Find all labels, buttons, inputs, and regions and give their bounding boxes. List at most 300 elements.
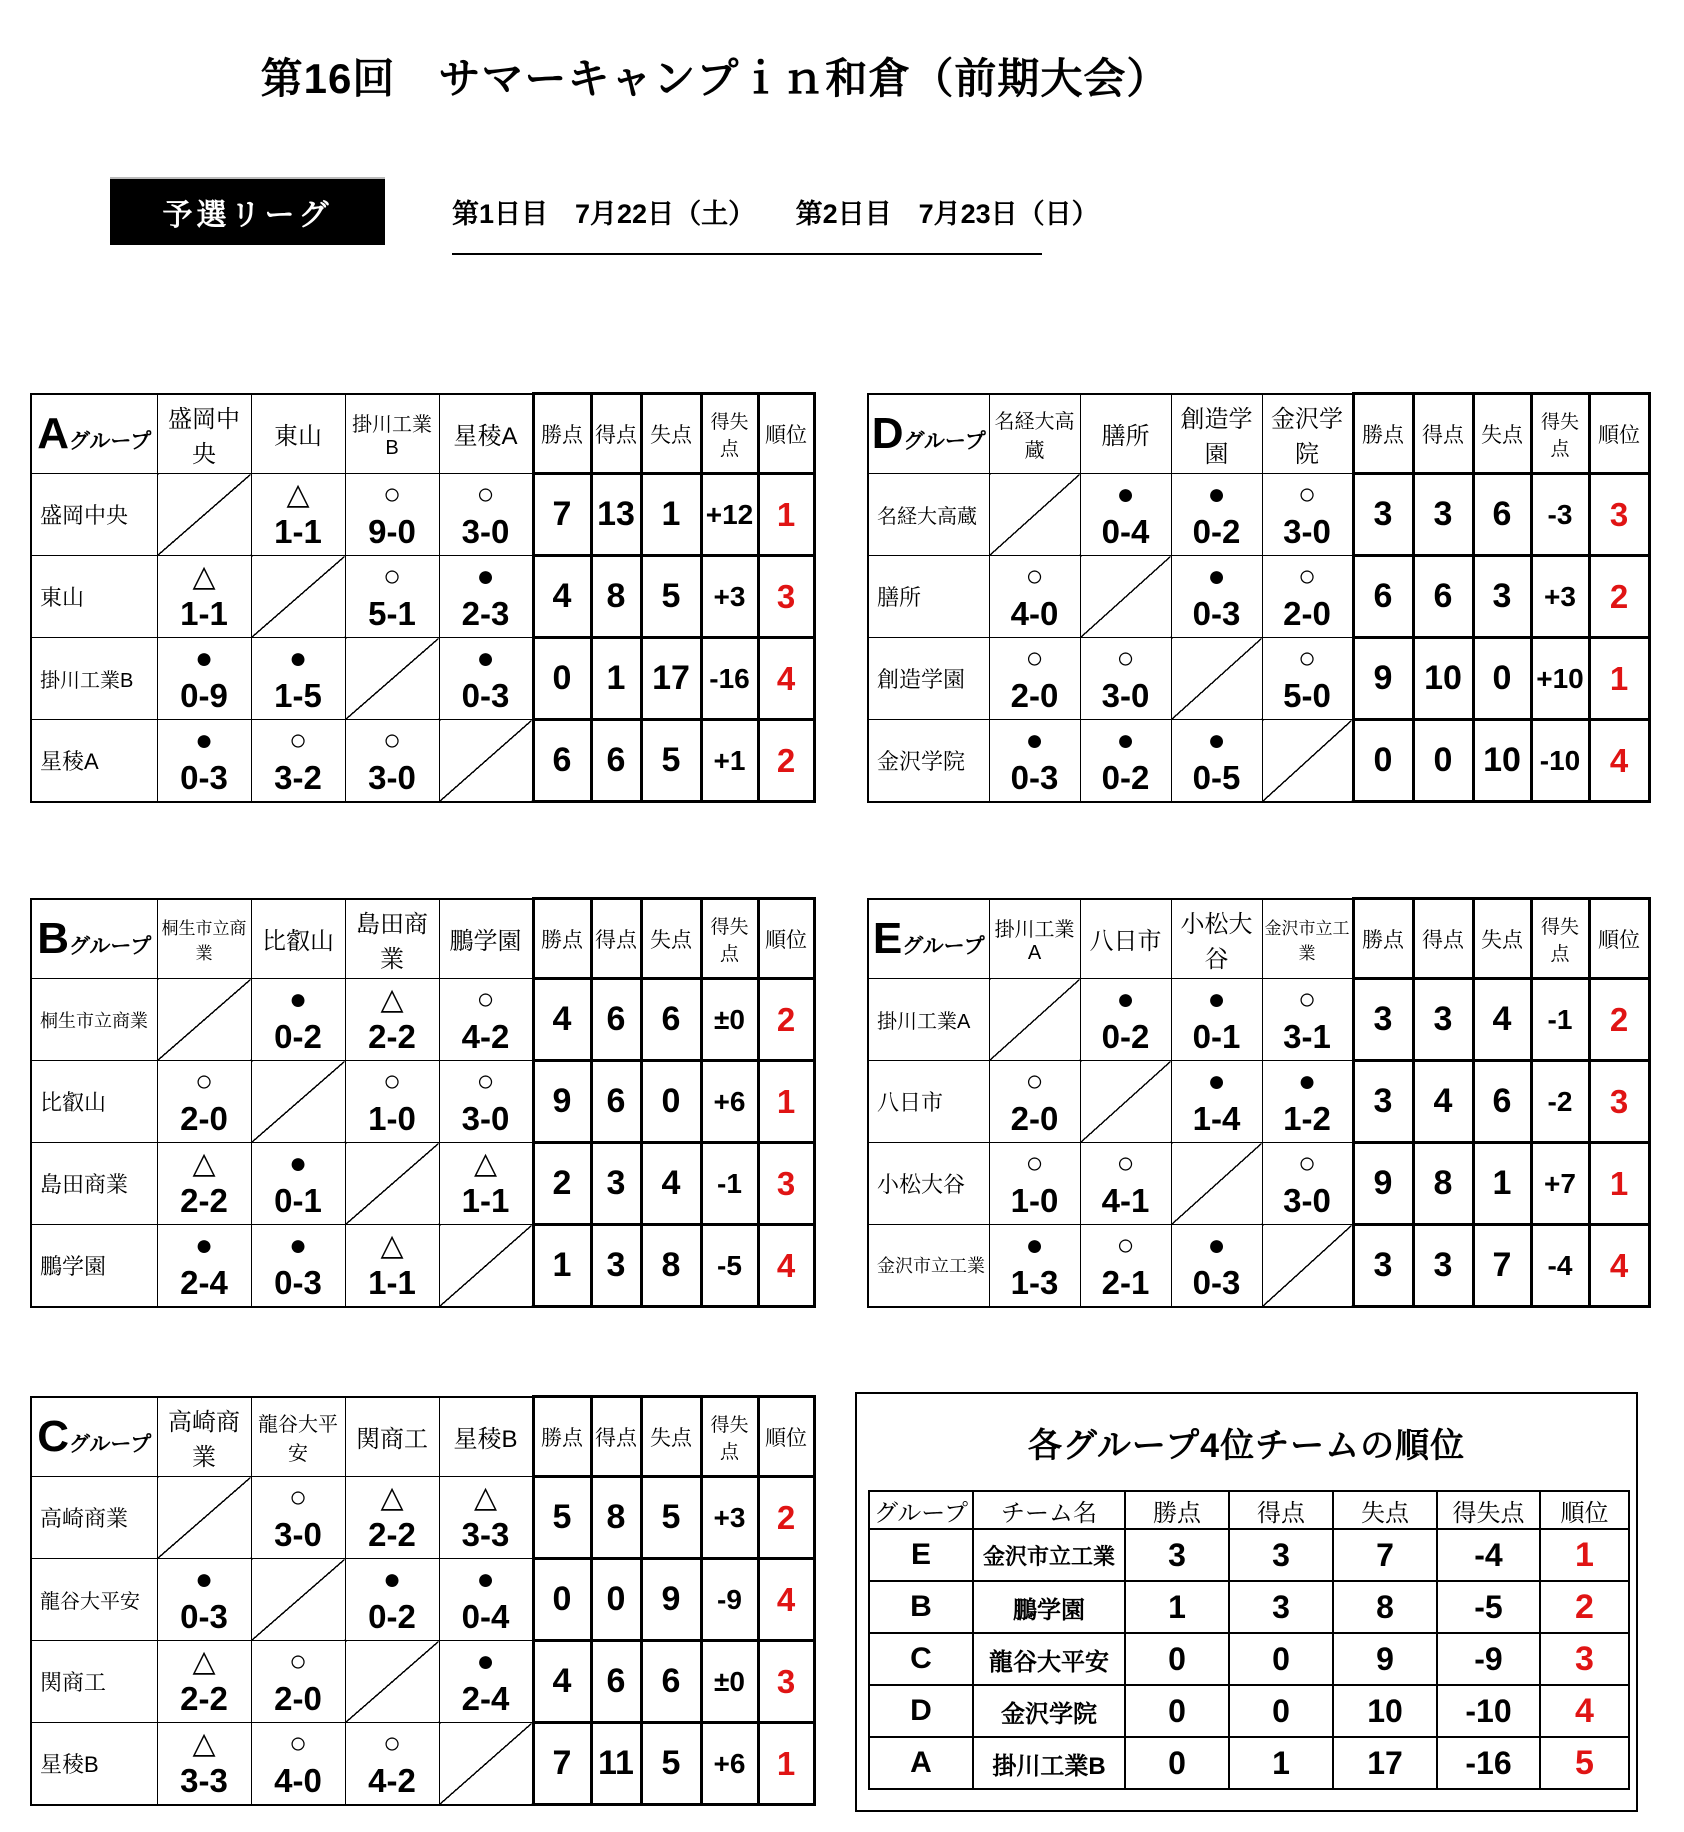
team-name-cell: 島田商業 [31, 1143, 157, 1225]
goals-for-cell: 6 [591, 1641, 641, 1723]
rank-cell: 4 [1589, 720, 1649, 802]
match-score: 0-3 [274, 1264, 322, 1302]
team-row [868, 638, 1649, 720]
fourth-group-cell: A [869, 1737, 973, 1789]
fourth-team-row [869, 1581, 1629, 1633]
stat-header-cell: 順位 [758, 394, 814, 474]
match-score: 1-0 [1010, 1182, 1059, 1220]
rank-cell: 3 [758, 1143, 814, 1225]
rank-cell: 4 [758, 1225, 814, 1307]
stat-header-cell: 失点 [1473, 899, 1531, 979]
team-row [868, 1061, 1649, 1143]
match-score: 2-1 [1101, 1264, 1150, 1302]
opponent-header-cell: 創造学園 [1171, 394, 1262, 474]
fourth-header-row [869, 1491, 1629, 1529]
team-name-cell: 掛川工業B [31, 638, 157, 720]
goals-for-cell: 0 [591, 1559, 641, 1641]
group-table-A [30, 392, 816, 803]
goal-diff-cell: -9 [701, 1559, 758, 1641]
stat-header-cell: 勝点 [533, 899, 591, 979]
goals-against-cell: 8 [641, 1225, 701, 1307]
goals-against-cell: 10 [1333, 1685, 1437, 1737]
team-row [31, 1641, 814, 1723]
self-match-cell [251, 556, 345, 638]
goals-for-cell: 8 [591, 1477, 641, 1559]
rank-cell: 4 [758, 1559, 814, 1641]
points-cell: 4 [533, 556, 591, 638]
points-cell: 3 [1125, 1529, 1229, 1581]
match-score: 2-2 [180, 1680, 228, 1718]
match-result-cell [251, 1143, 345, 1225]
goals-for-cell: 8 [1413, 1143, 1473, 1225]
draw-marker: △ [380, 1480, 404, 1514]
match-result-cell [157, 1225, 251, 1307]
rank-cell: 2 [1589, 979, 1649, 1061]
match-result-cell [345, 1477, 439, 1559]
loss-marker: ● [476, 1644, 495, 1678]
goal-diff-cell: ±0 [701, 979, 758, 1061]
team-name-cell: 比叡山 [31, 1061, 157, 1143]
match-score: 0-1 [274, 1182, 322, 1220]
opponent-header-cell: 掛川工業B [345, 394, 439, 474]
team-row [31, 1225, 814, 1307]
points-cell: 3 [1353, 1225, 1413, 1307]
win-marker: ○ [194, 1064, 214, 1098]
opponent-header-cell: 星稜B [439, 1397, 533, 1477]
match-score: 0-2 [1101, 1018, 1150, 1056]
match-score: 4-2 [461, 1018, 510, 1056]
match-score: 2-0 [1010, 677, 1059, 715]
goal-diff-cell: +7 [1531, 1143, 1589, 1225]
goals-against-cell: 5 [641, 720, 701, 802]
group-table-D [867, 392, 1651, 803]
match-score: 4-2 [368, 1762, 416, 1800]
win-marker: ○ [476, 982, 495, 1016]
group-header-row [868, 899, 1649, 979]
match-result-cell [1080, 979, 1171, 1061]
goal-diff-cell: +1 [701, 720, 758, 802]
win-marker: ○ [476, 477, 495, 511]
match-result-cell [1171, 556, 1262, 638]
points-cell: 1 [1125, 1581, 1229, 1633]
loss-marker: ● [476, 559, 495, 593]
points-cell: 9 [533, 1061, 591, 1143]
rank-cell: 2 [758, 979, 814, 1061]
goal-diff-cell: +3 [1531, 556, 1589, 638]
match-result-cell [1080, 638, 1171, 720]
win-marker: ○ [1116, 1228, 1135, 1262]
points-cell: 0 [533, 1559, 591, 1641]
match-result-cell [345, 1225, 439, 1307]
match-score: 2-2 [368, 1516, 416, 1554]
team-name-cell: 東山 [31, 556, 157, 638]
match-score: 3-3 [180, 1762, 228, 1800]
fourth-team-name-cell: 金沢市立工業 [973, 1529, 1125, 1581]
goal-diff-cell: -9 [1437, 1633, 1540, 1685]
match-result-cell [1171, 979, 1262, 1061]
points-cell: 0 [1353, 720, 1413, 802]
goals-for-cell: 6 [591, 1061, 641, 1143]
rank-cell: 3 [1540, 1633, 1629, 1685]
self-match-cell [1080, 1061, 1171, 1143]
goal-diff-cell: ±0 [701, 1641, 758, 1723]
group-header-row [31, 1397, 814, 1477]
group-letter: E [872, 913, 903, 963]
team-row [31, 720, 814, 802]
match-score: 5-0 [1283, 677, 1331, 715]
win-marker: ○ [1025, 1064, 1044, 1098]
goal-diff-cell: -5 [701, 1225, 758, 1307]
points-cell: 0 [1125, 1685, 1229, 1737]
team-row [868, 556, 1649, 638]
match-result-cell [439, 1559, 533, 1641]
goals-against-cell: 17 [1333, 1737, 1437, 1789]
team-name-cell: 八日市 [868, 1061, 989, 1143]
team-row [868, 720, 1649, 802]
rank-cell: 1 [1589, 1143, 1649, 1225]
stat-header-cell: 得失点 [701, 394, 758, 474]
goal-diff-cell: +10 [1531, 638, 1589, 720]
match-score: 0-9 [180, 677, 228, 715]
self-match-cell [345, 1641, 439, 1723]
opponent-header-cell: 龍谷大平安 [251, 1397, 345, 1477]
match-result-cell [251, 720, 345, 802]
loss-marker: ● [1116, 723, 1135, 757]
self-match-cell [1171, 638, 1262, 720]
loss-marker: ● [476, 641, 495, 675]
points-cell: 0 [1125, 1737, 1229, 1789]
rank-cell: 3 [758, 1641, 814, 1723]
fourth-header-cell: 勝点 [1125, 1491, 1229, 1529]
loss-marker: ● [1207, 723, 1226, 757]
win-marker: ○ [382, 1726, 402, 1760]
loss-marker: ● [476, 1562, 495, 1596]
rank-cell: 5 [1540, 1737, 1629, 1789]
stat-header-cell: 得点 [1413, 899, 1473, 979]
win-marker: ○ [288, 1644, 308, 1678]
self-match-cell [251, 1061, 345, 1143]
team-name-cell: 星稜B [31, 1723, 157, 1805]
opponent-header-cell: 小松大谷 [1171, 899, 1262, 979]
win-marker: ○ [1297, 559, 1317, 593]
fourth-team-name-cell: 掛川工業B [973, 1737, 1125, 1789]
team-name-cell: 名経大高蔵 [868, 474, 989, 556]
win-marker: ○ [382, 559, 402, 593]
match-result-cell [439, 474, 533, 556]
goals-for-cell: 0 [1229, 1633, 1333, 1685]
team-name-cell: 金沢市立工業 [868, 1225, 989, 1307]
team-name-cell: 小松大谷 [868, 1143, 989, 1225]
match-result-cell [251, 979, 345, 1061]
self-match-cell [1262, 1225, 1353, 1307]
team-row [31, 1143, 814, 1225]
match-score: 5-1 [368, 595, 416, 633]
match-result-cell [1080, 1225, 1171, 1307]
match-score: 1-1 [274, 513, 322, 551]
rank-cell: 2 [1540, 1581, 1629, 1633]
match-score: 0-3 [180, 759, 228, 797]
match-score: 0-2 [1192, 513, 1241, 551]
goals-against-cell: 3 [1473, 556, 1531, 638]
stat-header-cell: 得失点 [701, 1397, 758, 1477]
team-name-cell: 掛川工業A [868, 979, 989, 1061]
team-name-cell: 関商工 [31, 1641, 157, 1723]
stat-header-cell: 勝点 [1353, 394, 1413, 474]
stat-header-cell: 得点 [591, 1397, 641, 1477]
win-marker: ○ [382, 723, 402, 757]
group-letter: C [37, 1411, 69, 1461]
loss-marker: ● [1207, 982, 1226, 1016]
points-cell: 0 [1125, 1633, 1229, 1685]
goal-diff-cell: -4 [1531, 1225, 1589, 1307]
goals-against-cell: 0 [1473, 638, 1531, 720]
win-marker: ○ [1025, 559, 1044, 593]
win-marker: ○ [382, 1064, 402, 1098]
match-result-cell [989, 1225, 1080, 1307]
match-result-cell [1171, 1061, 1262, 1143]
match-result-cell [1262, 1061, 1353, 1143]
fourth-team-row [869, 1633, 1629, 1685]
opponent-header-cell: 比叡山 [251, 899, 345, 979]
match-score: 9-0 [368, 513, 416, 551]
loss-marker: ● [1116, 477, 1135, 511]
points-cell: 7 [533, 474, 591, 556]
draw-marker: △ [192, 559, 216, 593]
goal-diff-cell: -1 [1531, 979, 1589, 1061]
stat-header-cell: 得失点 [701, 899, 758, 979]
win-marker: ○ [476, 1064, 495, 1098]
match-score: 3-2 [274, 759, 322, 797]
match-result-cell [1171, 474, 1262, 556]
loss-marker: ● [1116, 982, 1135, 1016]
team-name-cell: 膳所 [868, 556, 989, 638]
points-cell: 9 [1353, 638, 1413, 720]
win-marker: ○ [288, 1726, 308, 1760]
match-score: 4-1 [1101, 1182, 1150, 1220]
goals-against-cell: 5 [641, 1723, 701, 1805]
team-name-cell: 盛岡中央 [31, 474, 157, 556]
match-result-cell [251, 474, 345, 556]
match-result-cell [1262, 638, 1353, 720]
points-cell: 6 [1353, 556, 1413, 638]
group-suffix: グループ [68, 429, 152, 453]
match-score: 0-3 [1010, 759, 1059, 797]
fourth-header-cell: 得失点 [1437, 1491, 1540, 1529]
stat-header-cell: 順位 [1589, 899, 1649, 979]
fourth-place-title: 各グループ4位チームの順位 [1027, 1427, 1466, 1465]
match-result-cell [157, 1143, 251, 1225]
goal-diff-cell: -16 [701, 638, 758, 720]
points-cell: 3 [1353, 1061, 1413, 1143]
goals-for-cell: 3 [1229, 1529, 1333, 1581]
goals-against-cell: 1 [641, 474, 701, 556]
match-result-cell [989, 1061, 1080, 1143]
win-marker: ○ [1116, 1146, 1135, 1180]
self-match-cell [157, 1477, 251, 1559]
goals-against-cell: 7 [1473, 1225, 1531, 1307]
match-result-cell [439, 556, 533, 638]
loss-marker: ● [1207, 559, 1226, 593]
points-cell: 3 [1353, 979, 1413, 1061]
win-marker: ○ [382, 477, 402, 511]
self-match-cell [989, 474, 1080, 556]
match-result-cell [989, 720, 1080, 802]
fourth-team-name-cell: 龍谷大平安 [973, 1633, 1125, 1685]
win-marker: ○ [288, 1480, 308, 1514]
loss-marker: ● [382, 1562, 402, 1596]
rank-cell: 1 [1589, 638, 1649, 720]
goals-against-cell: 4 [641, 1143, 701, 1225]
match-score: 3-0 [274, 1516, 322, 1554]
match-result-cell [345, 720, 439, 802]
league-label-box [110, 177, 385, 245]
win-marker: ○ [288, 723, 308, 757]
draw-marker: △ [473, 1146, 498, 1180]
match-score: 3-0 [1283, 1182, 1331, 1220]
match-result-cell [157, 1641, 251, 1723]
goal-diff-cell: +6 [701, 1723, 758, 1805]
win-marker: ○ [1297, 982, 1317, 1016]
team-row [31, 556, 814, 638]
goals-for-cell: 1 [591, 638, 641, 720]
group-suffix: グループ [903, 429, 986, 453]
goals-for-cell: 6 [591, 720, 641, 802]
goals-for-cell: 1 [1229, 1737, 1333, 1789]
loss-marker: ● [194, 1562, 214, 1596]
points-cell: 9 [1353, 1143, 1413, 1225]
group-letter: A [37, 408, 69, 458]
match-result-cell [989, 1143, 1080, 1225]
draw-marker: △ [286, 477, 310, 511]
stat-header-cell: 順位 [758, 899, 814, 979]
fourth-team-row [869, 1685, 1629, 1737]
self-match-cell [989, 979, 1080, 1061]
match-score: 3-1 [1283, 1018, 1331, 1056]
match-score: 4-0 [274, 1762, 322, 1800]
points-cell: 1 [533, 1225, 591, 1307]
goal-diff-cell: -2 [1531, 1061, 1589, 1143]
match-result-cell [1171, 720, 1262, 802]
group-label-cell [31, 394, 157, 474]
goal-diff-cell: +12 [701, 474, 758, 556]
rank-cell: 1 [758, 1061, 814, 1143]
match-result-cell [157, 556, 251, 638]
loss-marker: ● [194, 641, 214, 675]
match-result-cell [1080, 474, 1171, 556]
group-table-C [30, 1395, 816, 1806]
team-row [31, 1723, 814, 1805]
goal-diff-cell: -16 [1437, 1737, 1540, 1789]
opponent-header-cell: 高崎商業 [157, 1397, 251, 1477]
match-result-cell [1080, 720, 1171, 802]
rank-cell: 4 [1589, 1225, 1649, 1307]
goals-for-cell: 3 [591, 1143, 641, 1225]
goals-against-cell: 1 [1473, 1143, 1531, 1225]
goal-diff-cell: +3 [701, 556, 758, 638]
rank-cell: 1 [1540, 1529, 1629, 1581]
win-marker: ○ [1116, 641, 1135, 675]
self-match-cell [439, 1225, 533, 1307]
match-result-cell [439, 1477, 533, 1559]
fourth-header-cell: チーム名 [973, 1491, 1125, 1529]
match-result-cell [1080, 1143, 1171, 1225]
opponent-header-cell: 鵬学園 [439, 899, 533, 979]
group-suffix: グループ [68, 1432, 152, 1456]
match-result-cell [1262, 556, 1353, 638]
match-score: 1-4 [1192, 1100, 1241, 1138]
loss-marker: ● [1297, 1064, 1317, 1098]
match-result-cell [439, 1641, 533, 1723]
goals-against-cell: 8 [1333, 1581, 1437, 1633]
self-match-cell [345, 1143, 439, 1225]
goals-for-cell: 3 [1413, 979, 1473, 1061]
group-label-cell [868, 394, 989, 474]
match-result-cell [345, 1723, 439, 1805]
stat-header-cell: 失点 [1473, 394, 1531, 474]
win-marker: ○ [1025, 1146, 1044, 1180]
team-name-cell: 桐生市立商業 [31, 979, 157, 1061]
stat-header-cell: 失点 [641, 1397, 701, 1477]
match-result-cell [439, 1143, 533, 1225]
team-name-cell: 創造学園 [868, 638, 989, 720]
match-result-cell [157, 638, 251, 720]
team-row [31, 474, 814, 556]
page-title: 第16回 サマーキャンプｉｎ和倉（前期大会） [260, 55, 1170, 102]
opponent-header-cell: 金沢学院 [1262, 394, 1353, 474]
points-cell: 4 [533, 979, 591, 1061]
team-row [31, 638, 814, 720]
stat-header-cell: 得失点 [1531, 394, 1589, 474]
team-row [868, 1225, 1649, 1307]
group-label-cell [31, 1397, 157, 1477]
stat-header-cell: 勝点 [533, 1397, 591, 1477]
opponent-header-cell: 島田商業 [345, 899, 439, 979]
self-match-cell [157, 474, 251, 556]
loss-marker: ● [194, 723, 214, 757]
team-name-cell: 龍谷大平安 [31, 1559, 157, 1641]
fourth-team-row [869, 1737, 1629, 1789]
team-name-cell: 鵬学園 [31, 1225, 157, 1307]
goal-diff-cell: -3 [1531, 474, 1589, 556]
goals-for-cell: 3 [1413, 474, 1473, 556]
self-match-cell [157, 979, 251, 1061]
rank-cell: 2 [1589, 556, 1649, 638]
match-score: 0-3 [1192, 1264, 1241, 1302]
goals-against-cell: 0 [641, 1061, 701, 1143]
goals-for-cell: 6 [1413, 556, 1473, 638]
group-suffix: グループ [902, 934, 985, 958]
points-cell: 4 [533, 1641, 591, 1723]
self-match-cell [1080, 556, 1171, 638]
match-result-cell [439, 638, 533, 720]
match-score: 0-2 [274, 1018, 322, 1056]
match-score: 1-1 [180, 595, 228, 633]
match-result-cell [251, 1641, 345, 1723]
match-score: 2-4 [461, 1680, 510, 1718]
loss-marker: ● [1207, 477, 1226, 511]
match-score: 1-1 [368, 1264, 416, 1302]
group-letter: B [37, 913, 69, 963]
match-score: 3-0 [1101, 677, 1150, 715]
match-score: 0-4 [1101, 513, 1150, 551]
match-score: 2-3 [461, 595, 510, 633]
goal-diff-cell: +6 [701, 1061, 758, 1143]
points-cell: 0 [533, 638, 591, 720]
opponent-header-cell: 桐生市立商業 [157, 899, 251, 979]
match-score: 2-2 [180, 1182, 228, 1220]
goals-for-cell: 11 [591, 1723, 641, 1805]
team-name-cell: 高崎商業 [31, 1477, 157, 1559]
